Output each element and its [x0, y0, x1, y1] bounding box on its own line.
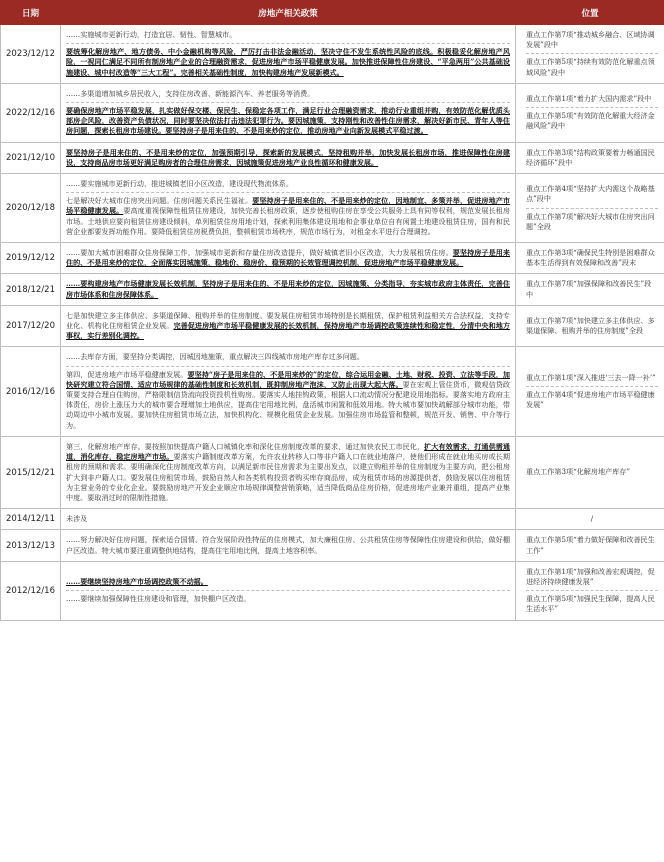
header-policy: 房地产相关政策 — [61, 1, 516, 25]
table-row — [1, 243, 664, 274]
position-item: 重点工作第4项“促进房地产市场平稳健康发展” — [526, 386, 658, 413]
policy-paragraph — [66, 27, 510, 43]
position-item: 重点工作第1项“深入推进‘三去一降一补’” — [526, 372, 656, 382]
policy-text-highlight: 扩大有效需求，打通供需通道，消化库存，稳定房地产市场。 — [66, 441, 511, 462]
policy-paragraph — [66, 86, 510, 102]
row-policy — [61, 509, 516, 530]
row-position — [516, 436, 664, 508]
table-body — [1, 25, 664, 621]
position-item: 重点工作第7项“加快建立多主体供应、多渠道保障、租购并举的住房制度”全段 — [526, 315, 655, 336]
policy-text-highlight: 要坚持房子是用来住的、不是用来炒的定位，全面落实因城施策，稳地价、稳房价、稳预期的长效管理调控机制，促进房地产市场平稳健康发展。 — [66, 248, 511, 268]
row-position — [516, 83, 664, 142]
row-policy — [61, 243, 516, 274]
table-header — [1, 1, 664, 25]
table-row — [1, 561, 664, 620]
position-item: 重点工作第3项“结构政策要着力畅通国民经济循环”段中 — [526, 147, 655, 167]
policy-text: 第三，化解房地产库存。要按照加快提高户籍人口城镇化率和深化住房制度改革的要求，通过加快农民工市民化， — [66, 441, 425, 451]
position-item: 重点工作第5项“着力做好保障和改善民生工作” — [526, 535, 655, 555]
position-item: 重点工作第1项“着力扩大国内需求”段中 — [526, 93, 652, 103]
row-policy — [61, 347, 516, 436]
row-position — [516, 347, 664, 436]
table-row — [1, 436, 664, 508]
policy-text: 要高度重视保障性租赁住房建设，加快完善长租房政策，逐步使租购住房在享受公共服务上具有同等权利，规范发展长租房市场。土地供应要向租赁住房建设倾斜，单列租赁住房用地计划，探索利用集体建设用地和企事业单位自有闲置土地建设租赁住房，国有和民营企业都要发挥功能作用。要降低租赁住房税费负担，整顿租赁市场秩序，规范市场行为，对租金水平进行合理调控。 — [66, 206, 511, 236]
row-position — [516, 174, 664, 243]
policy-text: ……实施城市更新行动，打造宜居、韧性、智慧城市。 — [66, 30, 237, 39]
row-policy — [61, 530, 516, 561]
row-position — [516, 530, 664, 561]
row-position — [516, 274, 664, 305]
policy-text: 要在宏观上管住货币，微观信贷政策要支持合理自住购房，严格限制信贷流向投资投机性购房。要落实人地挂钩政策，根据人口流动情况分配建设用地指标。要落实地方政府主体责任，房价上涨压力大的城市要合理增加土地供应，提高住宅用地比例，盘活城市闲置和低效用地。特大城市要加快疏解部分城市功能，带动周边中小城市发展。要加快住房租赁市场立法，加快机构化、规模化租赁企业发展。加强住房市场监管和整顿，规范开发、销售、中介等行为。 — [66, 379, 511, 430]
row-policy — [61, 83, 516, 142]
table-row — [1, 83, 664, 142]
policy-text: ……去库存方面，要坚持分类调控，因城因地施策，重点解决三四线城市房地产库存过多问题。 — [66, 352, 364, 362]
position-item: 重点工作第5项“持续有效防范化解重点领域风险”段中 — [526, 53, 658, 80]
policy-text: ……要实施城市更新行动，推进城镇老旧小区改造，建设现代物流体系。 — [66, 179, 293, 189]
row-date: 2013/12/13 — [1, 530, 61, 561]
policy-text: ……多渠道增加城乡居民收入，支持住房改善、新能源汽车、养老服务等消费。 — [66, 88, 315, 98]
row-policy — [61, 561, 516, 620]
policy-text-highlight: 完善促进房地产市场平稳健康发展的长效机制，保持房地产市场调控政策连续性和稳定性，分清中央和地方事权，实行差别化调控。 — [66, 321, 510, 341]
table-row — [1, 509, 664, 530]
position-item: 重点工作第3项“化解房地产库存” — [526, 467, 630, 477]
row-date: 2014/12/11 — [1, 509, 61, 530]
row-position — [516, 142, 664, 173]
row-position — [516, 305, 664, 347]
header-date: 日期 — [1, 1, 61, 25]
policy-text: 七是解决好大城市住房突出问题。住房问题关系民生福祉。 — [66, 196, 253, 206]
position-item: 重点工作第5项“有效防范化解重大经济金融风险”段中 — [526, 107, 658, 134]
position-item: 重点工作第4项“坚持扩大内需这个战略基点”段中 — [526, 184, 655, 204]
table-row — [1, 25, 664, 84]
row-date: 2016/12/16 — [1, 347, 61, 436]
row-policy — [61, 274, 516, 305]
policy-paragraph — [66, 145, 510, 171]
table-row — [1, 274, 664, 305]
position-item: / — [590, 514, 594, 524]
policy-text-highlight: 要统筹化解房地产、地方债务、中小金融机构等风险，严厉打击非法金融活动，坚决守住不发生系统性风险的底线。积极稳妥化解房地产风险，一视同仁满足不同所有制房地产企业的合理融资需求，促进房地产市场平稳健康发展。加快推进保障性住房建设、“平急两用”公共基础设施建设、城中村改造等“三大工程”。完善相关基础性制度，加快构建房地产发展新模式。 — [66, 47, 510, 77]
policy-paragraph — [66, 192, 510, 240]
policy-text: 要落实户籍制度改革方案，允许农业转移人口等非户籍人口在就业地落户，使他们形成在就业地买房或长期租房的预期和需求。要明确深化住房制度改革方向，以满足新市民住房需求为主要出发点，以建立购租并举的住房制度为主要方向，把公租房扩大到非户籍人口。要发展住房租赁市场，鼓励自然人和各类机构投资者购买库存商品房，成为租赁市场的房源提供者，鼓励发展以住房租赁为主营业务的专业化企业。要鼓励房地产开发企业顺应市场规律调整营销策略，适当降低商品住房价格，促进房地产业兼并重组，提高产业集中度。要取消过时的限制性措施。 — [66, 452, 510, 502]
header-position: 位置 — [516, 1, 664, 25]
policy-paragraph — [66, 276, 510, 302]
policy-paragraph — [66, 532, 510, 558]
table-row — [1, 174, 664, 243]
row-date: 2022/12/16 — [1, 83, 61, 142]
policy-text: ……要继续加强保障性住房建设和管理，加快棚户区改造。 — [66, 594, 251, 604]
policy-text: 未涉及 — [66, 514, 88, 524]
row-policy — [61, 142, 516, 173]
row-position — [516, 509, 664, 530]
position-item: 重点工作第7项“推动城乡融合、区域协调发展”段中 — [526, 30, 655, 50]
row-position — [516, 561, 664, 620]
table-row — [1, 530, 664, 561]
row-position — [516, 25, 664, 84]
position-item: 重点工作第1项“加强和改善宏观调控，促进经济持续健康发展” — [526, 566, 655, 586]
policy-text: 七是加快建立多主体供应、多渠道保障、租购并举的住房制度。要发展住房租赁市场特别是长期租赁，保护租赁利益相关方合法权益，支持专业化、机构化住房租赁企业发展。 — [66, 310, 510, 331]
row-date: 2020/12/18 — [1, 174, 61, 243]
row-policy — [61, 25, 516, 84]
position-item: 重点工作第3项“确保民生特别是困难群众基本生活得到有效保障和改善”段末 — [526, 248, 655, 268]
policy-text-highlight: ……要构建房地产市场健康发展长效机制，坚持房子是用来住的、不是用来炒的定位，因城施策、分类指导，夯实城市政府主体责任，完善住房市场体系和住房保障体系。 — [66, 279, 510, 299]
row-date: 2015/12/21 — [1, 436, 61, 508]
policy-paragraph — [66, 102, 510, 140]
position-item: 重点工作第5项“加强民生保障，提高人民生活水平” — [526, 590, 658, 617]
policy-paragraph — [66, 43, 510, 81]
policy-paragraph — [66, 176, 510, 192]
policy-text-highlight: 要坚持“房子是用来住的、不是用来炒的”的定位，综合运用金融、土地、财税、投资、立法等手段，加快研究建立符合国情、适应市场规律的基础性制度和长效机制，既抑制房地产泡沫，又防止出现大起大落。 — [66, 369, 510, 389]
table-row — [1, 142, 664, 173]
policy-text-highlight: ……要继续坚持房地产市场调控政策不动摇。 — [66, 576, 208, 586]
policy-paragraph — [66, 349, 510, 365]
row-policy — [61, 305, 516, 347]
policy-paragraph — [66, 245, 510, 271]
policy-paragraph — [66, 574, 510, 590]
policy-paragraph — [66, 366, 510, 434]
policy-text: 第四，促进房地产市场平稳健康发展。 — [66, 369, 188, 379]
row-date: 2023/12/12 — [1, 25, 61, 84]
policy-text-highlight: 要坚持房子是用来住的、不是用来炒的定位，加强预期引导，探索新的发展模式，坚持租购并举，加快发展长租房市场，推进保障性住房建设，支持商品房市场更好满足购房者的合理住房需求，因城施策促进房地产业良性循环和健康发展。 — [66, 147, 510, 167]
policy-paragraph — [66, 308, 510, 345]
row-policy — [61, 436, 516, 508]
policy-text: ……努力解决好住房问题，探索适合国情、符合发展阶段性特征的住房模式，加大廉租住房、公共租赁住房等保障性住房建设和供给，做好棚户区改造。特大城市要注重调整供地结构，提高住宅用地比例，提高土地容积率。 — [66, 535, 510, 555]
policy-paragraph — [66, 590, 510, 607]
position-item: 重点工作第7项“加强保障和改善民生”段中 — [526, 279, 652, 299]
policy-paragraph — [66, 511, 510, 527]
row-date: 2018/12/21 — [1, 274, 61, 305]
row-date: 2012/12/16 — [1, 561, 61, 620]
position-item: 重点工作第7项“解决好大城市住房突出问题”全段 — [526, 208, 658, 235]
row-position — [516, 243, 664, 274]
policy-text-highlight: 要坚持房子是用来住的、不是用来炒的定位，因地制宜、多策并举，促进房地产市场平稳健康发展。 — [66, 196, 511, 216]
table-row — [1, 347, 664, 436]
row-policy — [61, 174, 516, 243]
row-date: 2021/12/10 — [1, 142, 61, 173]
policy-text: ……要加大城市困难群众住房保障工作，加强城市更新和存量住房改造提升，做好城镇老旧小区改造，大力发展租赁住房。 — [66, 248, 453, 258]
row-date: 2017/12/20 — [1, 305, 61, 347]
table-row — [1, 305, 664, 347]
policy-paragraph — [66, 439, 510, 506]
policy-text-highlight: 要确保房地产市场平稳发展，扎实做好保交楼、保民生、保稳定各项工作，满足行业合理融资需求，推动行业重组并购，有效防范化解优质头部房企风险，改善资产负债状况，同时要坚决依法打击违法犯罪行为。要因城施策，支持刚性和改善性住房需求，解决好新市民、青年人等住房问题，探索长租房市场建设。要坚持房子是用来住的、不是用来炒的定位，推动房地产业向新发展模式平稳过渡。 — [66, 106, 510, 136]
row-date: 2019/12/12 — [1, 243, 61, 274]
